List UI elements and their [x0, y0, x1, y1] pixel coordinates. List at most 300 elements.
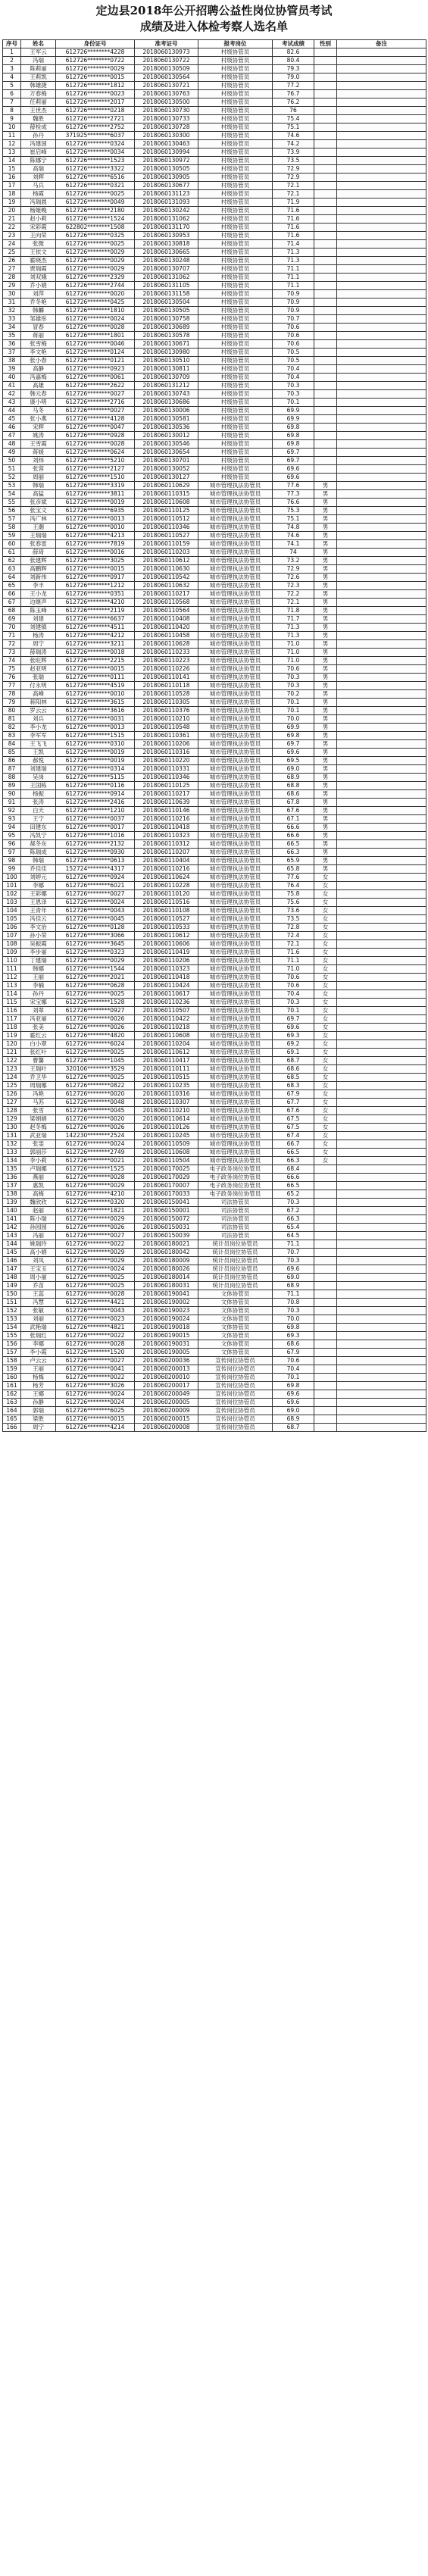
cell-remarks	[337, 857, 426, 865]
cell-remarks	[337, 199, 426, 207]
cell-name: 孙静	[21, 1399, 56, 1407]
cell-id-number: 612726********6024	[56, 1040, 135, 1049]
cell-name: 刘建瑞	[21, 765, 56, 774]
cell-id-number: 612726********0019	[56, 757, 135, 765]
cell-position: 城市管理执法协管员	[198, 1057, 273, 1065]
cell-name: 高雄	[21, 382, 56, 390]
cell-ticket-number: 2018060130006	[135, 407, 198, 415]
cell-gender	[314, 1340, 337, 1349]
cell-score: 71.6	[273, 207, 314, 215]
cell-ticket-number: 2018060110548	[135, 724, 198, 732]
cell-remarks	[337, 732, 426, 740]
cell-score: 70.6	[273, 982, 314, 990]
cell-index: 51	[3, 465, 21, 474]
table-row	[3, 340, 426, 349]
cell-score: 68.3	[273, 1082, 314, 1090]
cell-id-number: 612726********6025	[56, 1407, 135, 1415]
cell-ticket-number: 2018060110315	[135, 490, 198, 499]
cell-name: 李文治	[21, 924, 56, 932]
cell-remarks	[337, 132, 426, 140]
cell-position: 村级协管员	[198, 199, 273, 207]
cell-index: 148	[3, 1274, 21, 1282]
cell-score: 69.6	[273, 465, 314, 474]
table-row	[3, 557, 426, 565]
cell-index: 119	[3, 1032, 21, 1040]
cell-gender	[314, 449, 337, 457]
table-row	[3, 374, 426, 382]
table-row	[3, 424, 426, 432]
cell-gender: 男	[314, 740, 337, 749]
cell-gender: 女	[314, 1040, 337, 1049]
cell-id-number: 612726********3026	[56, 1382, 135, 1390]
table-row	[3, 724, 426, 732]
cell-index: 161	[3, 1382, 21, 1390]
cell-name: 冯瑞晨	[21, 199, 56, 207]
cell-remarks	[337, 749, 426, 757]
cell-remarks	[337, 1424, 426, 1432]
cell-remarks	[337, 240, 426, 249]
cell-remarks	[337, 1340, 426, 1349]
table-row	[3, 640, 426, 649]
cell-ticket-number: 2018060130463	[135, 140, 198, 148]
cell-position: 村级协管员	[198, 240, 273, 249]
cell-gender	[314, 1315, 337, 1324]
cell-position: 村级协管员	[198, 115, 273, 123]
title-block	[0, 0, 428, 39]
cell-remarks	[337, 390, 426, 399]
cell-score: 68.7	[273, 1424, 314, 1432]
cell-ticket-number: 2018060110418	[135, 824, 198, 832]
cell-name: 李步丽	[21, 949, 56, 957]
cell-remarks	[337, 790, 426, 799]
cell-remarks	[337, 174, 426, 182]
cell-ticket-number: 2018060130500	[135, 98, 198, 107]
cell-name: 周丽	[21, 474, 56, 482]
cell-score: 69.0	[273, 1407, 314, 1415]
cell-ticket-number: 2018060110527	[135, 915, 198, 924]
cell-position: 村级协管员	[198, 82, 273, 90]
cell-name: 冯慧	[21, 1299, 56, 1307]
cell-score: 66.7	[273, 1140, 314, 1149]
cell-gender	[314, 1265, 337, 1274]
cell-gender	[314, 1382, 337, 1390]
table-row	[3, 1315, 426, 1324]
cell-name: 白天	[21, 807, 56, 815]
table-row	[3, 98, 426, 107]
cell-position: 城市管理执法协管员	[198, 607, 273, 615]
cell-id-number: 612726********0628	[56, 982, 135, 990]
cell-id-number: 612726********5115	[56, 774, 135, 782]
cell-id-number: 612726********0013	[56, 724, 135, 732]
cell-ticket-number: 2018060110417	[135, 1057, 198, 1065]
cell-name: 王潮	[21, 524, 56, 532]
table-row	[3, 624, 426, 632]
cell-position: 村级协管员	[198, 57, 273, 65]
cell-position: 城市管理执法协管员	[198, 940, 273, 949]
cell-gender: 女	[314, 965, 337, 974]
cell-gender: 男	[314, 707, 337, 715]
cell-gender: 女	[314, 1115, 337, 1124]
cell-id-number: 612726********0048	[56, 1099, 135, 1107]
cell-name: 贾瑞霞	[21, 265, 56, 274]
cell-id-number: 612726********0024	[56, 1265, 135, 1274]
table-row	[3, 1099, 426, 1107]
cell-ticket-number: 2018060200005	[135, 1399, 198, 1407]
cell-id-number: 612726********0028	[56, 324, 135, 332]
cell-name: 万春梅	[21, 90, 56, 98]
cell-id-number: 612726********3025	[56, 557, 135, 565]
cell-position: 城市管理执法协管员	[198, 649, 273, 657]
cell-id-number: 612726********0121	[56, 357, 135, 365]
cell-remarks	[337, 307, 426, 315]
cell-remarks	[337, 457, 426, 465]
cell-index: 86	[3, 757, 21, 765]
cell-ticket-number: 2018060130665	[135, 249, 198, 257]
cell-score: 70.3	[273, 382, 314, 390]
table-row	[3, 1074, 426, 1082]
table-row	[3, 215, 426, 224]
cell-ticket-number: 2018060110564	[135, 607, 198, 615]
cell-score: 74	[273, 549, 314, 557]
cell-remarks	[337, 932, 426, 940]
cell-score: 71.6	[273, 224, 314, 232]
cell-score: 70.7	[273, 315, 314, 324]
cell-name: 冯广林	[21, 515, 56, 524]
cell-score: 72.4	[273, 932, 314, 940]
cell-name: 张雯	[21, 1140, 56, 1149]
cell-position: 村级协管员	[198, 357, 273, 365]
cell-ticket-number: 2018060130581	[135, 415, 198, 424]
cell-index: 16	[3, 174, 21, 182]
cell-index: 143	[3, 1232, 21, 1240]
cell-index: 83	[3, 732, 21, 740]
table-row	[3, 1340, 426, 1349]
cell-index: 132	[3, 1140, 21, 1149]
cell-position: 城市管理执法协管员	[198, 982, 273, 990]
cell-index: 152	[3, 1307, 21, 1315]
cell-id-number: 612726********0020	[56, 290, 135, 299]
cell-position: 城市管理执法协管员	[198, 724, 273, 732]
table-row	[3, 290, 426, 299]
cell-name: 陈小瑞	[21, 1215, 56, 1224]
cell-position: 村级协管员	[198, 324, 273, 332]
cell-remarks	[337, 282, 426, 290]
cell-position: 城市管理执法协管员	[198, 1015, 273, 1024]
cell-index: 48	[3, 440, 21, 449]
cell-position: 城市管理执法协管员	[198, 1140, 273, 1149]
cell-ticket-number: 2018060190023	[135, 1307, 198, 1315]
cell-index: 147	[3, 1265, 21, 1274]
cell-remarks	[337, 549, 426, 557]
table-row	[3, 540, 426, 549]
cell-index: 127	[3, 1099, 21, 1107]
cell-score: 69.7	[273, 740, 314, 749]
cell-gender: 女	[314, 882, 337, 890]
cell-gender: 男	[314, 532, 337, 540]
cell-id-number: 612726********0029	[56, 957, 135, 965]
cell-score: 80.4	[273, 57, 314, 65]
cell-name: 吴岗	[21, 774, 56, 782]
cell-remarks	[337, 399, 426, 407]
cell-remarks	[337, 1024, 426, 1032]
cell-ticket-number: 2018060110307	[135, 1099, 198, 1107]
cell-name: 宋宝娜	[21, 999, 56, 1007]
cell-position: 村级协管员	[198, 315, 273, 324]
cell-score: 71.7	[273, 615, 314, 624]
cell-score: 71.1	[273, 274, 314, 282]
table-row	[3, 632, 426, 640]
cell-name: 冯艳	[21, 1090, 56, 1099]
cell-id-number: 612726********1524	[56, 215, 135, 224]
cell-name: 张雪梅	[21, 340, 56, 349]
cell-index: 123	[3, 1065, 21, 1074]
table-row	[3, 123, 426, 132]
cell-gender: 男	[314, 599, 337, 607]
cell-index: 52	[3, 474, 21, 482]
cell-remarks	[337, 1349, 426, 1357]
cell-position: 村级协管员	[198, 148, 273, 157]
cell-name: 王依文	[21, 249, 56, 257]
cell-id-number: 612726********0028	[56, 1340, 135, 1349]
cell-id-number: 612726********0924	[56, 874, 135, 882]
cell-id-number: 612726********0028	[56, 440, 135, 449]
table-row	[3, 674, 426, 682]
cell-index: 15	[3, 165, 21, 174]
table-row	[3, 1390, 426, 1399]
cell-name: 郭瑞	[21, 1407, 56, 1415]
cell-remarks	[337, 1224, 426, 1232]
cell-id-number: 612726********0019	[56, 499, 135, 507]
cell-ticket-number: 2018060170033	[135, 1190, 198, 1199]
cell-name: 王丽	[21, 974, 56, 982]
cell-remarks	[337, 1182, 426, 1190]
cell-index: 62	[3, 557, 21, 565]
cell-name: 李娜	[21, 882, 56, 890]
cell-index: 28	[3, 274, 21, 282]
cell-score: 73.6	[273, 907, 314, 915]
cell-score: 70.0	[273, 715, 314, 724]
cell-position: 村级协管员	[198, 123, 273, 132]
cell-id-number: 612726********0029	[56, 257, 135, 265]
cell-ticket-number: 2018060110630	[135, 565, 198, 574]
cell-id-number: 612726********0822	[56, 1082, 135, 1090]
cell-remarks	[337, 832, 426, 840]
cell-index: 37	[3, 349, 21, 357]
cell-position: 村级协管员	[198, 474, 273, 482]
cell-gender: 女	[314, 1024, 337, 1032]
cell-id-number: 612726********0927	[56, 1007, 135, 1015]
cell-gender	[314, 1257, 337, 1265]
table-row	[3, 265, 426, 274]
cell-ticket-number: 2018060110316	[135, 749, 198, 757]
cell-remarks	[337, 349, 426, 357]
cell-gender: 男	[314, 640, 337, 649]
cell-score: 69.1	[273, 1049, 314, 1057]
cell-score: 72.9	[273, 174, 314, 182]
cell-position: 城市管理执法协管员	[198, 832, 273, 840]
cell-name: 李小霞	[21, 1349, 56, 1357]
cell-index: 113	[3, 982, 21, 990]
cell-name: 张旺辉	[21, 657, 56, 665]
cell-remarks	[337, 624, 426, 632]
cell-remarks	[337, 1065, 426, 1074]
cell-position: 城市管理执法协管员	[198, 1149, 273, 1157]
cell-id-number: 612726********0320	[56, 1199, 135, 1207]
cell-name: 李丰	[21, 582, 56, 590]
cell-gender	[314, 98, 337, 107]
cell-id-number: 612726********3211	[56, 640, 135, 649]
cell-gender	[314, 1240, 337, 1249]
table-row	[3, 815, 426, 824]
cell-score: 69.6	[273, 1399, 314, 1407]
cell-position: 村级协管员	[198, 215, 273, 224]
cell-index: 140	[3, 1207, 21, 1215]
table-row	[3, 65, 426, 73]
cell-gender	[314, 190, 337, 199]
cell-index: 47	[3, 432, 21, 440]
cell-index: 145	[3, 1249, 21, 1257]
cell-ticket-number: 2018060110528	[135, 690, 198, 699]
cell-name: 杨梅	[21, 1374, 56, 1382]
cell-remarks	[337, 990, 426, 999]
cell-position: 宣传岗位协管员	[198, 1424, 273, 1432]
cell-position: 城市管理执法协管员	[198, 540, 273, 549]
table-row	[3, 1299, 426, 1307]
cell-position: 村级协管员	[198, 382, 273, 390]
cell-name: 王蕊	[21, 1290, 56, 1299]
cell-index: 105	[3, 915, 21, 924]
cell-position: 文体协管员	[198, 1340, 273, 1349]
cell-id-number: 612726********0218	[56, 107, 135, 115]
cell-ticket-number: 2018060130504	[135, 299, 198, 307]
cell-index: 102	[3, 890, 21, 899]
cell-ticket-number: 2018060190024	[135, 1315, 198, 1324]
cell-remarks	[337, 1282, 426, 1290]
cell-ticket-number: 2018060180021	[135, 1240, 198, 1249]
cell-ticket-number: 2018060200049	[135, 1390, 198, 1399]
cell-remarks	[337, 1015, 426, 1024]
cell-id-number: 612726********1812	[56, 82, 135, 90]
cell-remarks	[337, 890, 426, 899]
table-row	[3, 365, 426, 374]
table-row	[3, 1140, 426, 1149]
cell-position: 村级协管员	[198, 407, 273, 415]
table-row	[3, 249, 426, 257]
cell-ticket-number: 2018060110228	[135, 882, 198, 890]
cell-ticket-number: 2018060110419	[135, 949, 198, 957]
cell-ticket-number: 2018060110504	[135, 1157, 198, 1165]
cell-name: 张雪	[21, 1107, 56, 1115]
cell-index: 78	[3, 690, 21, 699]
table-row	[3, 999, 426, 1007]
cell-id-number: 612726********1544	[56, 965, 135, 974]
cell-gender: 女	[314, 1057, 337, 1065]
results-table	[2, 39, 426, 1432]
cell-gender	[314, 1407, 337, 1415]
cell-remarks	[337, 1007, 426, 1015]
cell-position: 城市管理执法协管员	[198, 849, 273, 857]
cell-position: 城市管理执法协管员	[198, 490, 273, 499]
cell-position: 村级协管员	[198, 390, 273, 399]
cell-gender: 男	[314, 815, 337, 824]
cell-index: 107	[3, 932, 21, 940]
cell-name: 郝冬东	[21, 840, 56, 849]
cell-score: 77.6	[273, 482, 314, 490]
cell-score: 72.9	[273, 565, 314, 574]
cell-id-number: 612726********1016	[56, 832, 135, 840]
cell-name: 刘翠	[21, 1007, 56, 1015]
cell-position: 司法协管员	[198, 1224, 273, 1232]
cell-id-number: 612726********0027	[56, 1357, 135, 1365]
cell-position: 城市管理执法协管员	[198, 582, 273, 590]
cell-position: 城市管理执法协管员	[198, 949, 273, 957]
cell-name: 李楠	[21, 982, 56, 990]
cell-id-number: 612726********7819	[56, 540, 135, 549]
cell-gender	[314, 390, 337, 399]
cell-position: 村级协管员	[198, 399, 273, 407]
cell-remarks	[337, 324, 426, 332]
cell-ticket-number: 2018060130052	[135, 465, 198, 474]
cell-id-number: 612726********2127	[56, 465, 135, 474]
cell-ticket-number: 2018060130300	[135, 132, 198, 140]
cell-position: 司法协管员	[198, 1207, 273, 1215]
cell-score: 69.6	[273, 474, 314, 482]
table-row	[3, 407, 426, 415]
cell-remarks	[337, 532, 426, 540]
cell-position: 城市管理执法协管员	[198, 807, 273, 815]
cell-id-number: 612726********0025	[56, 990, 135, 999]
cell-ticket-number: 2018060131093	[135, 199, 198, 207]
cell-id-number: 612726********3645	[56, 940, 135, 949]
cell-name: 李小莉	[21, 1157, 56, 1165]
cell-ticket-number: 2018060110125	[135, 507, 198, 515]
cell-position: 城市管理执法协管员	[198, 1032, 273, 1040]
table-row	[3, 73, 426, 82]
cell-score: 75.4	[273, 115, 314, 123]
cell-remarks	[337, 1315, 426, 1324]
cell-ticket-number: 2018060110210	[135, 1107, 198, 1115]
cell-remarks	[337, 1399, 426, 1407]
cell-index: 59	[3, 532, 21, 540]
table-row	[3, 240, 426, 249]
cell-id-number: 612726********0018	[56, 649, 135, 657]
cell-ticket-number: 2018060200013	[135, 1365, 198, 1374]
cell-id-number: 612726********0124	[56, 349, 135, 357]
cell-score: 74.1	[273, 540, 314, 549]
cell-id-number: 612726********0045	[56, 915, 135, 924]
cell-ticket-number: 2018060130758	[135, 315, 198, 324]
cell-name: 王瑞瑞	[21, 532, 56, 540]
cell-position: 城市管理执法协管员	[198, 765, 273, 774]
cell-name: 王娜	[21, 1390, 56, 1399]
cell-index: 106	[3, 924, 21, 932]
cell-ticket-number: 2018060130012	[135, 432, 198, 440]
cell-gender: 女	[314, 890, 337, 899]
cell-name: 高瑞	[21, 165, 56, 174]
cell-ticket-number: 2018060110533	[135, 924, 198, 932]
cell-remarks	[337, 148, 426, 157]
table-row	[3, 732, 426, 740]
cell-index: 27	[3, 265, 21, 274]
cell-gender	[314, 332, 337, 340]
cell-score: 75.6	[273, 899, 314, 907]
cell-id-number: 612726********4228	[56, 48, 135, 57]
cell-gender: 男	[314, 699, 337, 707]
cell-remarks	[337, 1124, 426, 1132]
cell-score: 67.1	[273, 815, 314, 824]
cell-gender: 女	[314, 990, 337, 999]
cell-remarks	[337, 1149, 426, 1157]
